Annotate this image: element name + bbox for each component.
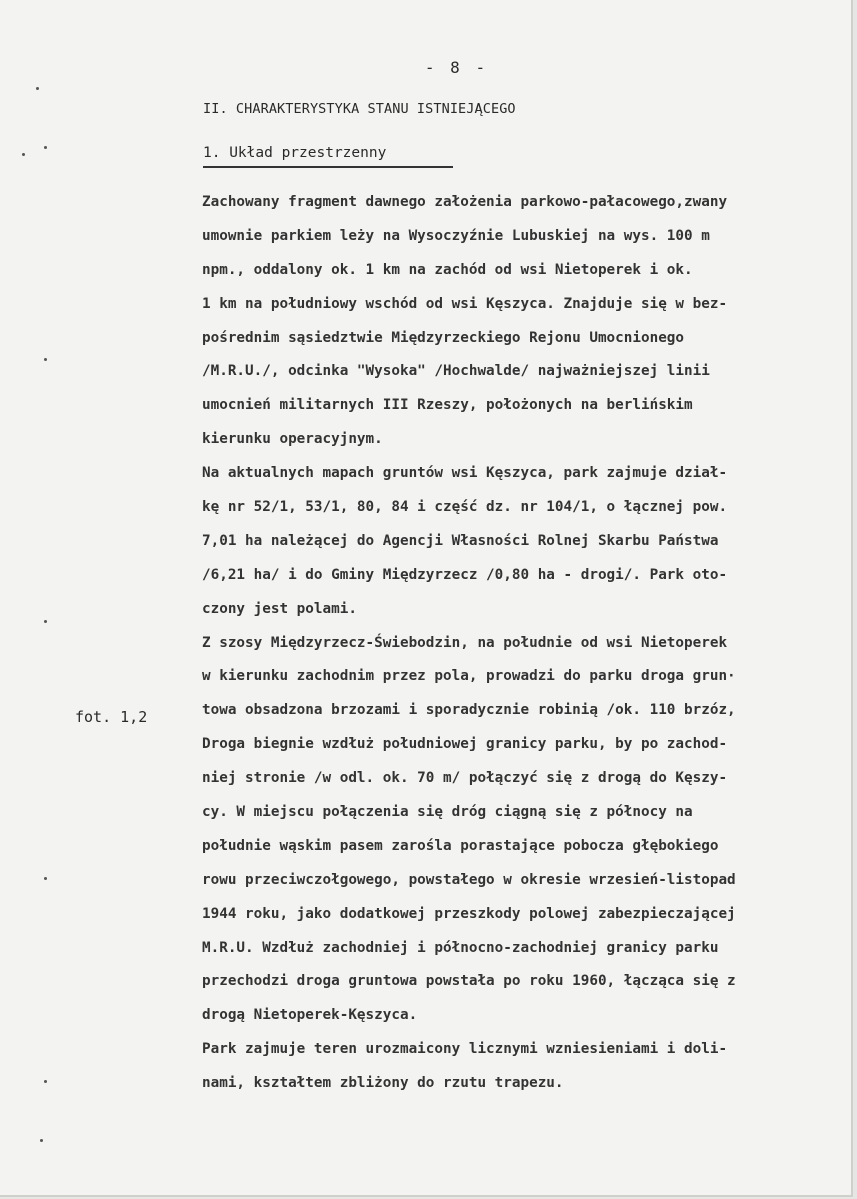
text-line: Na aktualnych mapach gruntów wsi Kęszyca, park zajmuje dział- xyxy=(202,465,728,482)
section-title: II. CHARAKTERYSTYKA STANU ISTNIEJĄCEGO xyxy=(203,101,516,117)
text-line: towa obsadzona brzozami i sporadycznie robinią /ok. 110 brzóz, xyxy=(202,702,736,719)
text-line: rowu przeciwczołgowego, powstałego w okresie wrzesień-listopad xyxy=(202,871,736,888)
text-line: Z szosy Międzyrzecz-Świebodzin, na południe od wsi Nietoperek xyxy=(202,634,728,651)
scan-dot xyxy=(44,1080,47,1083)
body-text xyxy=(202,186,852,1101)
scan-dot xyxy=(44,620,47,623)
text-line: Zachowany fragment dawnego założenia parkowo-pałacowego,zwany xyxy=(202,194,728,210)
text-line: /M.R.U./, odcinka "Wysoka" /Hochwalde/ najważniejszej linii xyxy=(202,363,710,380)
scan-dot xyxy=(44,358,47,361)
text-line: Park zajmuje teren urozmaicony licznymi wzniesieniami i doli- xyxy=(202,1041,728,1058)
scan-dot xyxy=(40,1139,43,1142)
text-line: 7,01 ha należącej do Agencji Własności Rolnej Skarbu Państwa xyxy=(202,532,719,549)
text-line: niej stronie /w odl. ok. 70 m/ połączyć się z drogą do Kęszy- xyxy=(202,770,728,787)
scan-dot xyxy=(44,146,47,149)
text-line: kierunku operacyjnym. xyxy=(202,431,383,448)
subsection-title: 1. Układ przestrzenny xyxy=(203,145,453,168)
text-line: cy. W miejscu połączenia się dróg ciągną się z północy na xyxy=(202,804,693,821)
text-line: pośrednim sąsiedztwie Międzyrzeckiego Rejonu Umocnionego xyxy=(202,329,685,346)
text-line: południe wąskim pasem zarośla porastające pobocza głębokiego xyxy=(202,837,719,854)
text-line: czony jest polami. xyxy=(202,600,357,617)
text-line: 1 km na południowy wschód od wsi Kęszyca. Znajduje się w bez- xyxy=(202,295,728,312)
page-number: - 8 - xyxy=(424,58,486,77)
text-line: Droga biegnie wzdłuż południowej granicy parku, by po zachod- xyxy=(202,736,728,753)
text-line: nami, kształtem zbliżony do rzutu trapezu. xyxy=(202,1075,564,1092)
scan-dot xyxy=(22,153,25,156)
text-line: /6,21 ha/ i do Gminy Międzyrzecz /0,80 ha - drogi/. Park oto- xyxy=(202,566,728,583)
text-line: umocnień militarnych III Rzeszy, położonych na berlińskim xyxy=(202,397,693,414)
text-line: M.R.U. Wzdłuż zachodniej i północno-zachodniej granicy parku xyxy=(202,939,719,956)
text-line: w kierunku zachodnim przez pola, prowadzi do parku droga grun· xyxy=(202,668,736,685)
scan-dot xyxy=(44,877,47,880)
scan-dot xyxy=(36,87,39,90)
text-line: drogą Nietoperek-Kęszyca. xyxy=(202,1007,418,1024)
text-line: przechodzi droga gruntowa powstała po roku 1960, łącząca się z xyxy=(202,973,736,990)
text-line: npm., oddalony ok. 1 km na zachód od wsi Nietoperek i ok. xyxy=(202,261,693,278)
margin-note: fot. 1,2 xyxy=(75,708,148,726)
text-line: umownie parkiem leży na Wysoczyźnie Lubuskiej na wys. 100 m xyxy=(202,227,710,244)
text-line: kę nr 52/1, 53/1, 80, 84 i część dz. nr 104/1, o łącznej pow. xyxy=(202,499,728,516)
text-line: 1944 roku, jako dodatkowej przeszkody polowej zabezpieczającej xyxy=(202,905,736,922)
